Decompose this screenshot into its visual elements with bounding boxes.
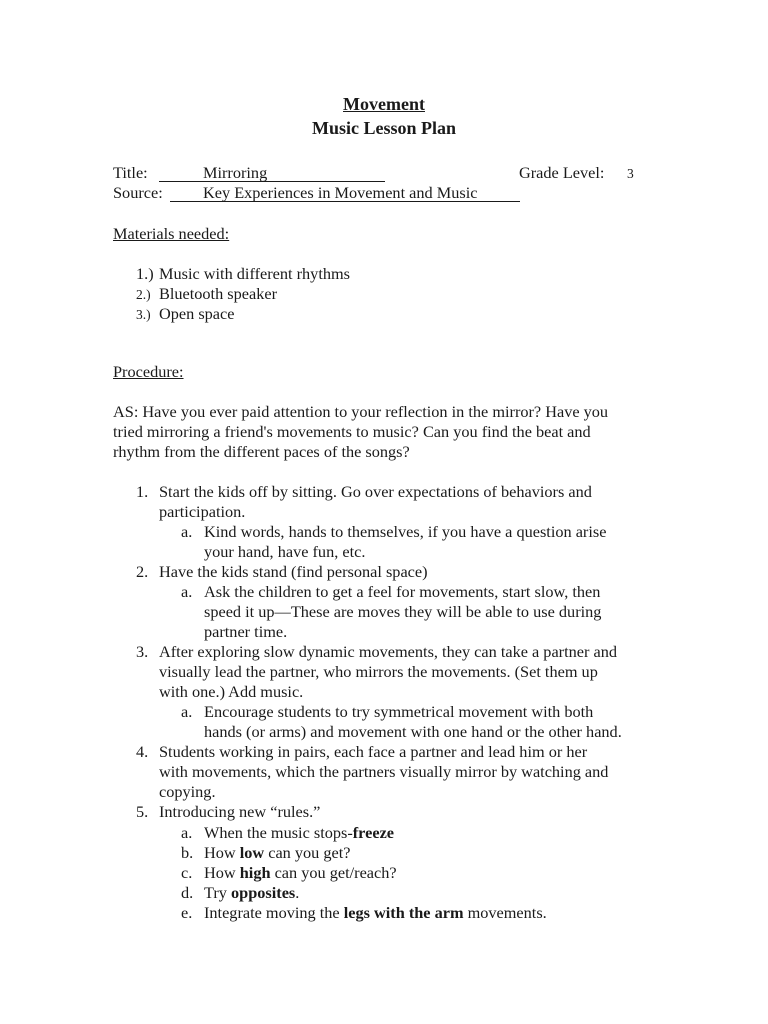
step-text: Start the kids off by sitting. Go over expectations of behaviors and (159, 482, 592, 501)
rule-keyword: legs with the arm (343, 903, 464, 922)
material-number: 3.) (136, 307, 151, 322)
step-text: participation. (159, 502, 246, 521)
rule-text: Integrate moving the legs with the arm movements. (204, 903, 547, 922)
rule-keyword: low (239, 843, 265, 862)
substep-text: Ask the children to get a feel for movements, start slow, then (204, 582, 601, 601)
rule-text: Try opposites. (204, 883, 300, 902)
step-text: Have the kids stand (find personal space) (159, 562, 428, 581)
substep-text: Encourage students to try symmetrical movement with both (204, 702, 594, 721)
rule-letter: b. (181, 843, 194, 862)
step-text: copying. (159, 782, 216, 801)
source-label: Source: (113, 183, 163, 202)
step-text: visually lead the partner, who mirrors the movements. (Set them up (159, 662, 598, 681)
substep-text: hands (or arms) and movement with one hand or the other hand. (204, 722, 622, 741)
source-value: Key Experiences in Movement and Music (203, 183, 478, 202)
rule-letter: c. (181, 863, 193, 882)
rule-keyword: freeze (352, 823, 395, 842)
substep-letter: a. (181, 582, 193, 601)
grade-value: 3 (627, 166, 634, 181)
step-number: 2. (136, 562, 149, 581)
document-category: Movement (343, 94, 425, 114)
step-number: 4. (136, 742, 149, 761)
step-number: 3. (136, 642, 149, 661)
materials-heading: Materials needed: (113, 224, 230, 243)
step-text: Students working in pairs, each face a partner and lead him or her (159, 742, 588, 761)
substep-text: partner time. (204, 622, 288, 641)
material-item: Music with different rhythms (159, 264, 350, 283)
material-number: 1.) (136, 264, 154, 283)
rule-letter: d. (181, 883, 194, 902)
substep-text: your hand, have fun, etc. (204, 542, 366, 561)
procedure-intro-line: rhythm from the different paces of the songs? (113, 442, 410, 461)
rule-keyword: opposites (231, 883, 296, 902)
step-number: 5. (136, 802, 149, 821)
substep-text: speed it up—These are moves they will be able to use during (204, 602, 602, 621)
material-number: 2.) (136, 287, 151, 302)
step-text: with movements, which the partners visually mirror by watching and (159, 762, 609, 781)
step-number: 1. (136, 482, 149, 501)
grade-label: Grade Level: (519, 163, 605, 182)
substep-text: Kind words, hands to themselves, if you have a question arise (204, 522, 607, 541)
title-label: Title: (113, 163, 148, 182)
rule-letter: e. (181, 903, 193, 922)
rule-text: How high can you get/reach? (204, 863, 397, 882)
document-title: Music Lesson Plan (311, 118, 457, 138)
procedure-intro-line: AS: Have you ever paid attention to your reflection in the mirror? Have you (113, 402, 609, 421)
rule-keyword: high (239, 863, 271, 882)
procedure-intro-line: tried mirroring a friend's movements to music? Can you find the beat and (113, 422, 591, 441)
substep-letter: a. (181, 702, 193, 721)
title-underline (159, 181, 385, 182)
material-item: Bluetooth speaker (159, 284, 278, 303)
procedure-heading: Procedure: (113, 362, 184, 381)
step-text: After exploring slow dynamic movements, they can take a partner and (159, 642, 617, 661)
step-text: with one.) Add music. (159, 682, 304, 701)
rule-letter: a. (181, 823, 193, 842)
title-value: Mirroring (203, 163, 268, 182)
substep-letter: a. (181, 522, 193, 541)
step-text: Introducing new “rules.” (159, 802, 321, 821)
rule-text: When the music stops-freeze (204, 823, 395, 842)
material-item: Open space (159, 304, 235, 323)
rule-text: How low can you get? (204, 843, 351, 862)
